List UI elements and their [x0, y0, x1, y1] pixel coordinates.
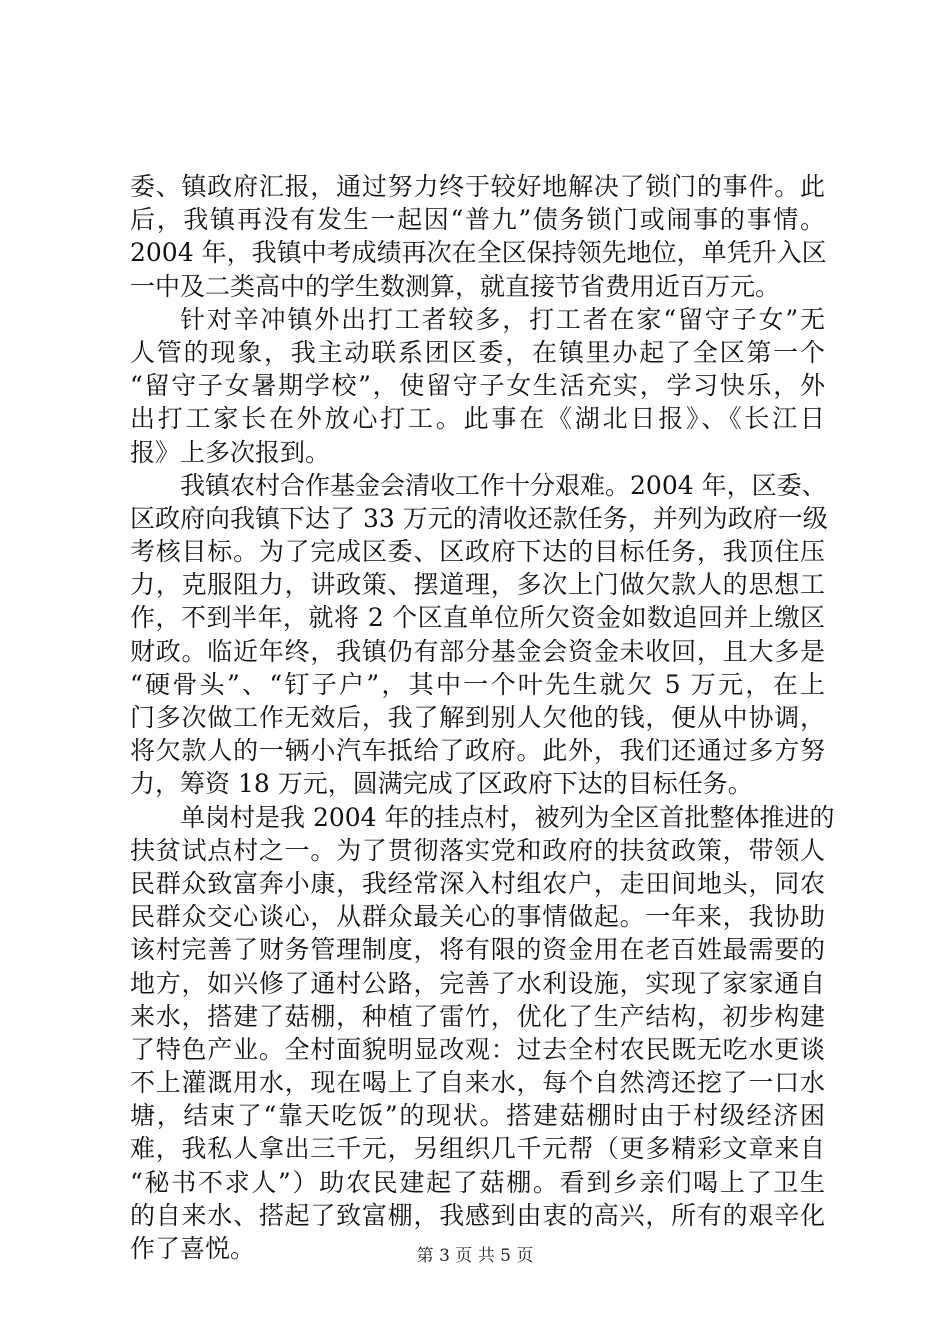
text-line: 地方，如兴修了通村公路，完善了水利设施，实现了家家通自 — [130, 968, 825, 998]
text-line: 不上灌溉用水，现在喝上了自来水，每个自然湾还挖了一口水 — [130, 1068, 825, 1098]
paragraph-first-line: 针对辛冲镇外出打工者较多，打工者在家“留守子女”无 — [180, 304, 825, 334]
text-line: 难，我私人拿出三千元，另组织几千元帮（更多精彩文章来自 — [130, 1134, 825, 1164]
text-line: 了特色产业。全村面貌明显改观：过去全村农民既无吃水更谈 — [130, 1034, 825, 1064]
text-line: 2004 年，我镇中考成绩再次在全区保持领先地位，单凭升入区 — [130, 238, 827, 268]
text-line: 区政府向我镇下达了 33 万元的清收还款任务，并列为政府一级 — [130, 503, 828, 533]
text-line: 来水，搭建了菇棚，种植了雷竹，优化了生产结构，初步构建 — [130, 1001, 825, 1031]
text-line: 民群众交心谈心，从群众最关心的事情做起。一年来，我协助 — [130, 902, 825, 932]
text-line: 民群众致富奔小康，我经常深入村组农户，走田间地头，同农 — [130, 868, 825, 898]
text-line: 委、镇政府汇报，通过努力终于较好地解决了锁门的事件。此 — [130, 172, 825, 201]
text-line: 出打工家长在外放心打工。此事在《湖北日报》、《长江日 — [130, 404, 825, 434]
text-line: 力，克服阻力，讲政策、摆道理，多次上门做欠款人的思想工 — [130, 570, 825, 600]
text-line: “硬骨头”、“钉子户”，其中一个叶先生就欠 5 万元，在上 — [130, 669, 825, 699]
text-line: 考核目标。为了完成区委、区政府下达的目标任务，我顶住压 — [130, 537, 825, 567]
text-line: 该村完善了财务管理制度，将有限的资金用在老百姓最需要的 — [130, 935, 825, 965]
paragraph-first-line: 我镇农村合作基金会清收工作十分艰难。2004 年，区委、 — [180, 470, 827, 500]
document-body — [130, 170, 835, 1265]
text-line: “留守子女暑期学校”，使留守子女生活充实，学习快乐，外 — [130, 371, 825, 401]
text-line: 报》上多次报到。 — [130, 437, 331, 467]
text-line: 人管的现象，我主动联系团区委，在镇里办起了全区第一个 — [130, 337, 825, 367]
text-line: 将欠款人的一辆小汽车抵给了政府。此外，我们还通过多方努 — [130, 736, 825, 766]
text-line: 作，不到半年，就将 2 个区直单位所欠资金如数追回并上缴区 — [130, 603, 825, 633]
text-line: 作了喜悦。 — [130, 1234, 256, 1263]
paragraph-first-line: 单岗村是我 2004 年的挂点村，被列为全区首批整体推进的 — [180, 802, 835, 832]
text-line: 财政。临近年终，我镇仍有部分基金会资金未收回，且大多是 — [130, 636, 825, 666]
text-line: 一中及二类高中的学生数测算，就直接节省费用近百万元。 — [130, 271, 781, 301]
text-line: 力，筹资 18 万元，圆满完成了区政府下达的目标任务。 — [130, 769, 753, 799]
page-footer: 第 3 页 共 5 页 — [416, 1246, 534, 1266]
text-line: 后，我镇再没有发生一起因“普九”债务锁门或闹事的事情。 — [130, 205, 825, 235]
text-line: “秘书不求人”）助农民建起了菇棚。看到乡亲们喝上了卫生 — [130, 1167, 825, 1197]
text-line: 的自来水、搭起了致富棚，我感到由衷的高兴，所有的艰辛化 — [130, 1200, 825, 1230]
text-line: 塘，结束了“靠天吃饭”的现状。搭建菇棚时由于村级经济困 — [130, 1101, 825, 1131]
text-line: 扶贫试点村之一。为了贯彻落实党和政府的扶贫政策，带领人 — [130, 835, 825, 865]
text-line: 门多次做工作无效后，我了解到别人欠他的钱，便从中协调， — [130, 703, 825, 732]
